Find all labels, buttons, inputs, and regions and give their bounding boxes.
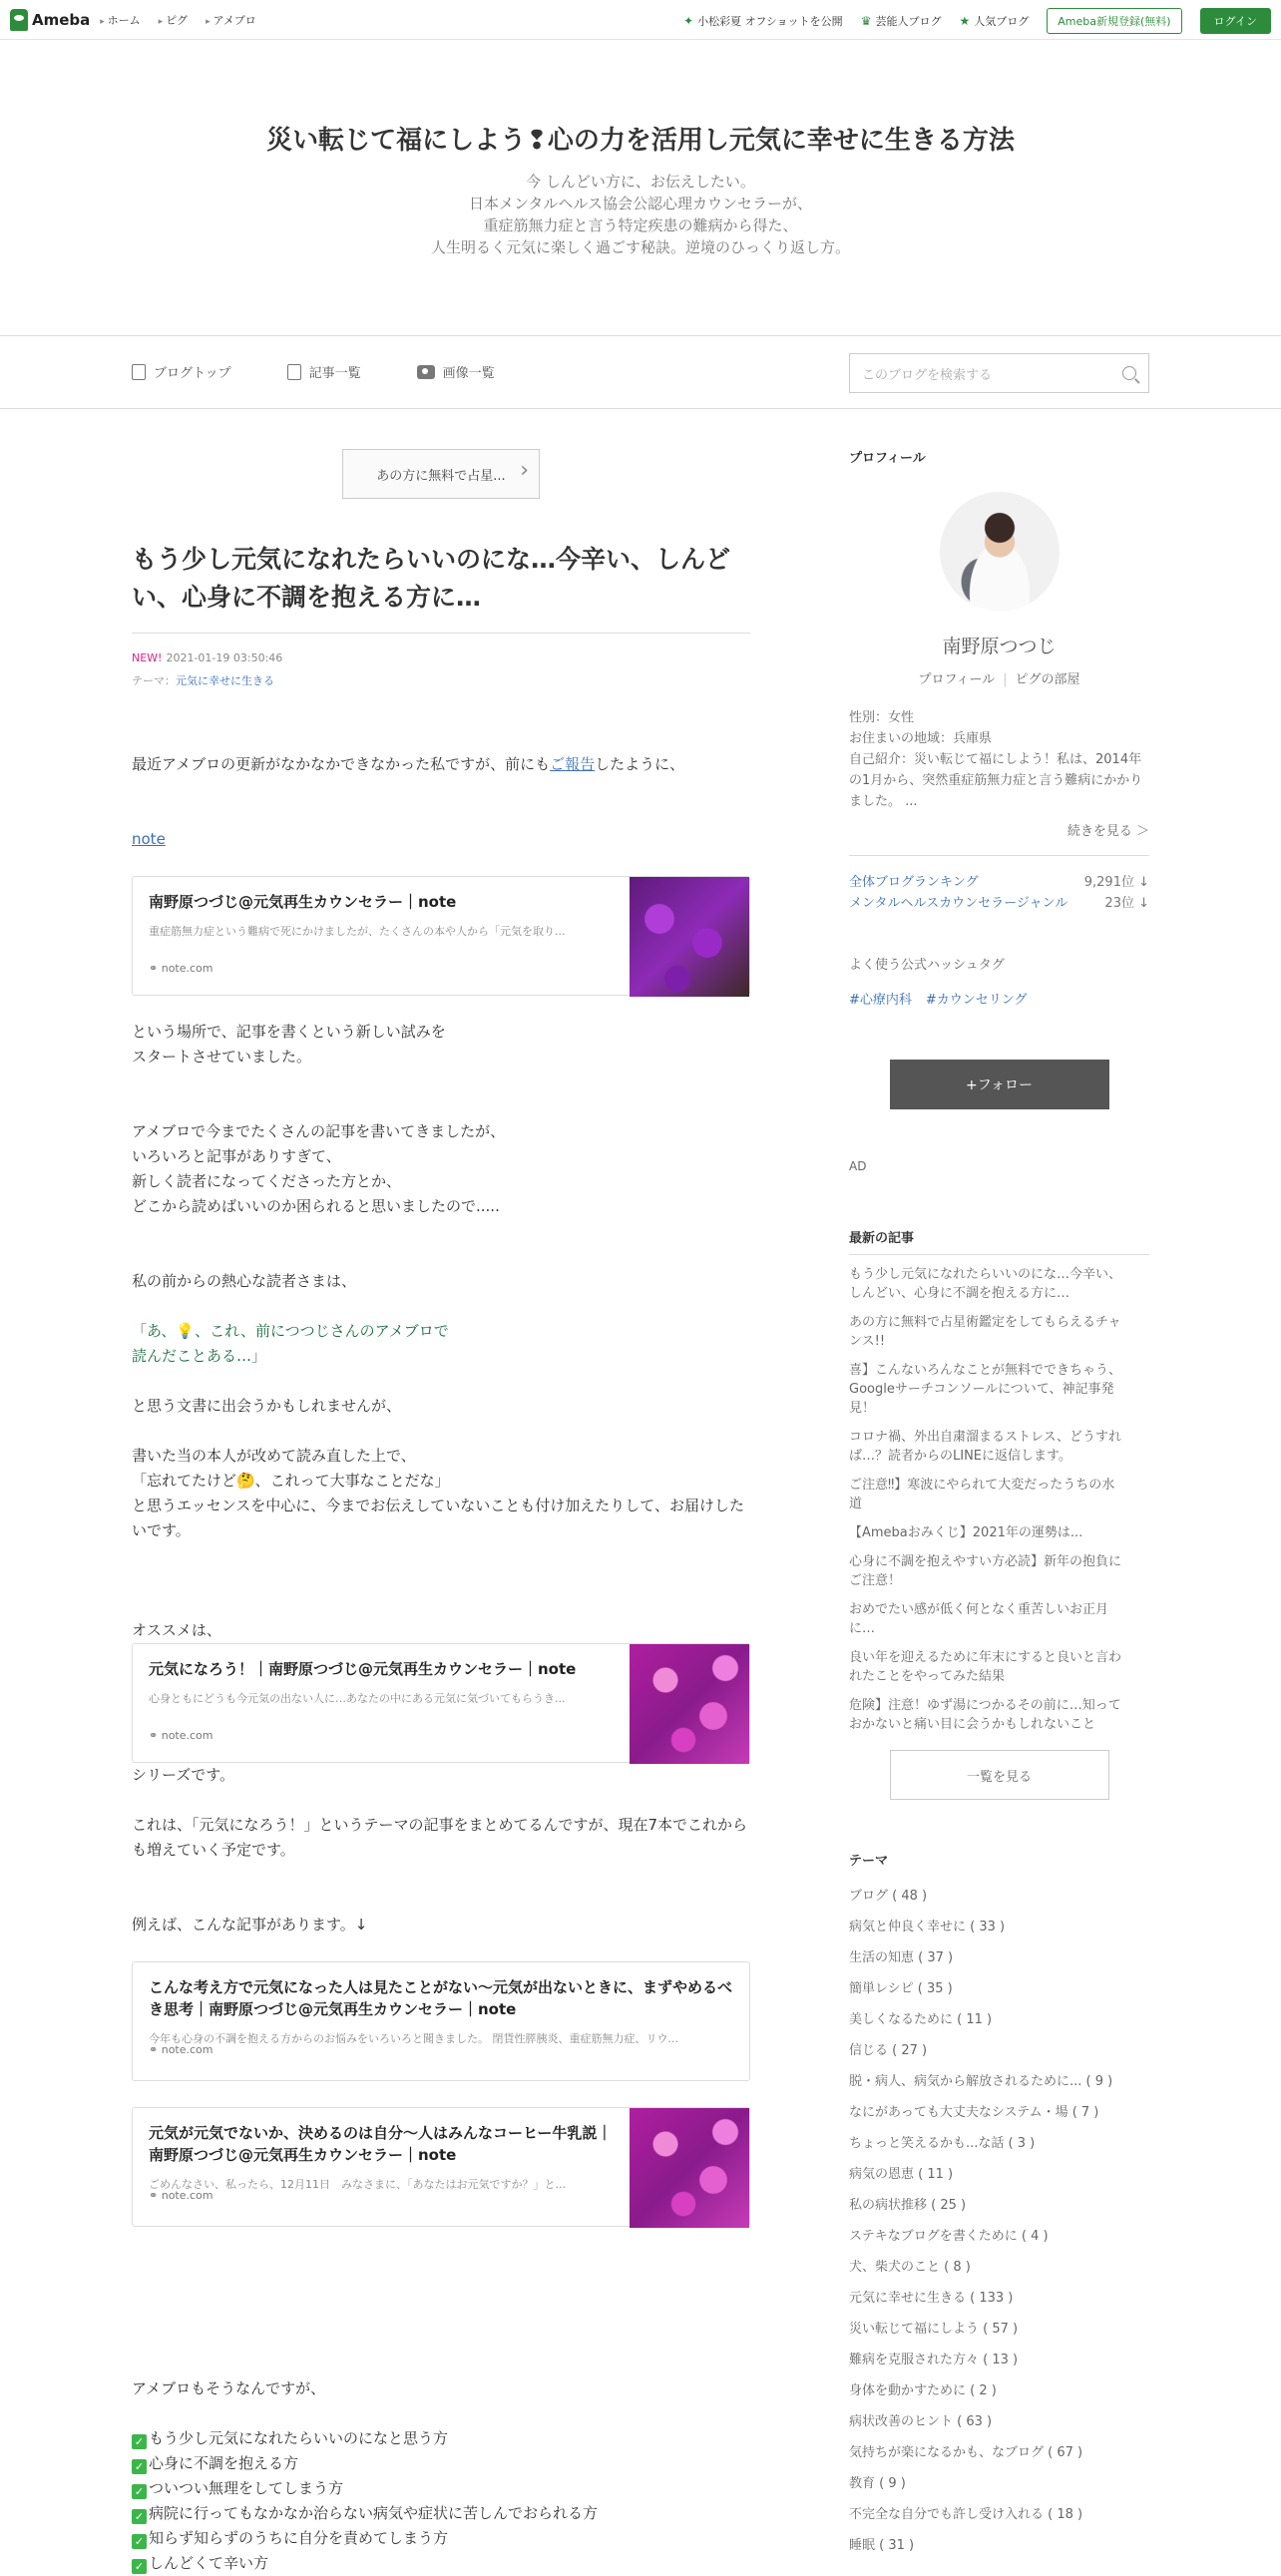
blog-title[interactable]: 災い転じて福にしよう❢心の力を活用し元気に幸せに生きる方法	[266, 126, 1015, 156]
theme-item[interactable]: 犬、柴犬のこと ( 8 )	[849, 2260, 971, 2275]
nav-pigg[interactable]: ▸ ピグ	[159, 12, 188, 28]
recent-item[interactable]: 良い年を迎えるために年末にすると良いと言わ れたことをやってみた結果	[849, 1650, 1122, 1684]
theme-item[interactable]: 身体を動かすために ( 2 )	[849, 2383, 997, 2398]
document-icon	[132, 364, 146, 380]
paragraph: という場所で、記事を書くという新しい試みを スタートさせていました。	[132, 1023, 446, 1066]
theme-heading: テーマ	[849, 1854, 889, 1869]
article	[132, 449, 750, 2576]
theme-item[interactable]: 災い転じて福にしよう ( 57 )	[849, 2322, 1019, 2337]
card-title: 南野原つづじ@元気再生カウンセラー｜note	[149, 893, 457, 911]
view-all-button[interactable]: 一覧を見る	[890, 1750, 1109, 1800]
hashtags	[849, 989, 1149, 1008]
recent-item[interactable]: もう少し元気になれたらいいのにな…今辛い、 しんどい、心身に不調を抱える方に…	[849, 1267, 1122, 1301]
search-icon[interactable]	[1122, 366, 1136, 380]
card-thumbnail	[630, 1644, 749, 1764]
copy-icon	[287, 364, 301, 380]
theme-item[interactable]: 教育 ( 9 )	[849, 2476, 906, 2491]
card-desc: 心身ともにどうも今元気の出ない人に…あなたの中にある元気に気づいてもらうき...	[149, 1692, 566, 1705]
theme-item[interactable]: 元気に幸せに生きる ( 133 )	[849, 2291, 1014, 2306]
card-source: ⚭ note.com	[149, 1723, 214, 1748]
ranking	[849, 872, 1149, 914]
check-icon: ✓	[132, 2484, 147, 2499]
paragraph: これは、「元気になろう！」というテーマの記事をまとめてるんですが、現在7本でこれからも増えていく予定です。	[132, 1816, 748, 1859]
checklist-item: ✓ しんどくて辛い方	[132, 2551, 750, 2576]
theme-item[interactable]: なにがあっても大丈夫なシステム・場 ( 7 )	[849, 2105, 1099, 2120]
card-thumbnail	[630, 877, 749, 997]
link-card[interactable]	[132, 1961, 750, 2081]
card-thumbnail	[630, 2108, 749, 2228]
profile-name[interactable]: 南野原つつじ	[942, 636, 1057, 657]
recent-item[interactable]: あの方に無料で占星術鑑定をしてもらえるチャ ンス!!	[849, 1315, 1121, 1349]
check-icon: ✓	[132, 2509, 147, 2524]
card-source: ⚭ note.com	[149, 2037, 214, 2062]
image-list-link[interactable]: 画像一覧	[417, 362, 495, 381]
article-title[interactable]: もう少し元気になれたらいいのにな…今辛い、しんどい、心身に不調を抱える方に…	[132, 541, 750, 634]
paragraph: 最近アメブロの更新がなかなかできなかった私ですが、前にもご報告したように、	[132, 755, 685, 773]
read-more-link[interactable]: 続きを見る ＞	[1067, 824, 1149, 839]
profile-links: プロフィール | ピグの部屋	[918, 672, 1080, 687]
article-meta	[132, 651, 750, 664]
recent-list	[849, 1265, 1149, 1734]
check-icon: ✓	[132, 2434, 147, 2449]
blog-search-input[interactable]: このブログを検索する	[849, 353, 1149, 393]
report-link[interactable]: ご報告	[550, 755, 596, 773]
global-header	[0, 0, 1281, 40]
avatar[interactable]	[940, 492, 1060, 612]
theme-item[interactable]: 気持ちが楽になるかも、なブログ ( 67 )	[849, 2445, 1083, 2460]
celeb-blog-link[interactable]: ♛ 芸能人ブログ	[860, 14, 942, 28]
pigg-room-link[interactable]: ピグの部屋	[1015, 672, 1080, 687]
hashtag[interactable]: #カウンセリング	[925, 993, 1028, 1008]
theme-item[interactable]: 信じる ( 27 )	[849, 2043, 928, 2058]
article-theme: テーマ：元気に幸せに生きる	[132, 674, 274, 687]
sidebar	[849, 447, 1149, 2561]
theme-item[interactable]: ステキなブログを書くために ( 4 )	[849, 2229, 1049, 2244]
article-date: 2021-01-19 03:50:46	[166, 651, 283, 664]
link-card[interactable]	[132, 1643, 750, 1763]
hashtags-heading: よく使う公式ハッシュタグ	[849, 958, 1005, 973]
theme-item[interactable]: 美しくなるために ( 11 )	[849, 2012, 993, 2027]
blog-top-link[interactable]: ブログトップ	[132, 362, 231, 381]
checklist	[132, 2426, 750, 2576]
ad-label: AD	[849, 1159, 867, 1173]
paragraph: 私の前からの熱心な読者さまは、	[132, 1272, 357, 1290]
recent-item[interactable]: ご注意‼】寒波にやられて大変だったうちの水 道	[849, 1478, 1115, 1511]
recent-item[interactable]: 心身に不調を抱えやすい方必読】新年の抱負に ご注意！	[849, 1554, 1122, 1588]
theme-list	[849, 1881, 1149, 2561]
global-nav	[100, 12, 256, 28]
checklist-item: ✓ もう少し元気になれたらいいのになと思う方	[132, 2426, 750, 2451]
link-card[interactable]	[132, 876, 750, 996]
article-body	[132, 752, 750, 2576]
recent-heading: 最新の記事	[849, 1227, 1149, 1255]
fortune-ad-button[interactable]: あの方に無料で占星... ›	[342, 449, 540, 499]
paragraph: アメブロもそうなんですが、	[132, 2379, 326, 2397]
checklist-item: ✓ 知らず知らずのうちに自分を責めてしまう方	[132, 2526, 750, 2551]
recent-item[interactable]: 【Amebaおみくじ】2021年の運勢は...	[849, 1525, 1083, 1540]
card-title: こんな考え方で元気になった人は見たことがない〜元気が出ないときに、まずやめるべき思考｜南野原つづじ@元気再生カウンセラー｜note	[149, 1978, 733, 2018]
check-icon: ✓	[132, 2534, 147, 2549]
checklist-item: ✓ ついつい無理をしてしまう方	[132, 2476, 750, 2501]
paragraph: シリーズです。	[132, 1766, 235, 1784]
blog-header	[0, 40, 1281, 335]
theme-item[interactable]: 簡単レシピ ( 35 )	[849, 1981, 953, 1996]
popular-blog-link[interactable]: ★ 人気ブログ	[959, 14, 1030, 28]
hashtag[interactable]: #心療内科	[849, 993, 912, 1008]
nav-home[interactable]: ▸ ホーム	[100, 12, 140, 28]
theme-item[interactable]: 病気と仲良く幸せに ( 33 )	[849, 1920, 1006, 1934]
ranking-row[interactable]: 全体ブログランキング 9,291位 ↓	[849, 875, 1149, 890]
entry-list-link[interactable]: 記事一覧	[287, 362, 361, 381]
theme-item[interactable]: 生活の知恵 ( 37 )	[849, 1950, 954, 1965]
ameba-logo-icon	[10, 9, 28, 31]
paragraph: アメブロで今までたくさんの記事を書いてきましたが、 いろいろと記事がありすぎて、 新しく読者になってくださった方とか、 どこから読めばいいのか困られると思いましたので.....	[132, 1122, 506, 1215]
global-right	[683, 8, 1271, 34]
card-desc: 重症筋無力症という難病で死にかけましたが、たくさんの本や人から「元気を取り...	[149, 925, 566, 938]
profile-link[interactable]: プロフィール	[918, 672, 996, 687]
ranking-row[interactable]: メンタルヘルスカウンセラージャンル 23位 ↓	[849, 896, 1149, 911]
offshot-link[interactable]: ✦ 小松彩夏 オフショットを公開	[683, 14, 843, 28]
theme-item[interactable]: 私の病状推移 ( 25 )	[849, 2198, 967, 2213]
paragraph: オススメは、	[132, 1621, 221, 1639]
recent-item[interactable]: コロナ禍、外出自粛溜まるストレス、どうすれ ば…？読者からのLINEに返信します。	[849, 1430, 1122, 1464]
new-badge: NEW!	[132, 651, 163, 664]
check-icon: ✓	[132, 2459, 147, 2474]
theme-item[interactable]: 睡眠 ( 31 )	[849, 2538, 915, 2553]
crown-icon: ♛	[860, 14, 872, 28]
card-desc: 今年も心身の不調を抱える方からのお悩みをいろいろと聞きました。 閉貨性膵胰炎、重症筋無力症、リウ...	[149, 2032, 678, 2045]
recent-item[interactable]: 危険】注意！ゆず湯につかるその前に…知って おかないと痛い目に会うかもしれないこと	[849, 1698, 1121, 1732]
theme-item[interactable]: 難病を克服された方々 ( 13 )	[849, 2353, 1019, 2367]
card-source: ⚭ note.com	[149, 2183, 214, 2208]
check-icon: ✓	[132, 2559, 147, 2574]
card-title: 元気になろう！｜南野原つづじ@元気再生カウンセラー｜note	[149, 1660, 577, 1678]
paragraph: 書いた当の本人が改めて読み直した上で、 「忘れてたけど🤔、これって大事なことだな」 と思うエッセンスを中心に、今までお伝えしていないことも付け加えたりして、お届けしたいです。	[132, 1447, 744, 1539]
card-desc: ごめんなさい、私ったら、12月11日 みなさまに、「あなたはお元気ですか？」と...	[149, 2178, 566, 2191]
checklist-item: ✓ 病院に行ってもなかなか治らない病気や症状に苦しんでおられる方	[132, 2501, 750, 2526]
star-icon: ★	[959, 14, 971, 28]
recent-item[interactable]: 喜】こんないろんなことが無料でできちゃう、 Googleサーチコンソールについて、神記事発 見！	[849, 1363, 1122, 1416]
theme-item[interactable]: 脱・病人、病気から解放されるために... ( 9 )	[849, 2074, 1113, 2089]
theme-link[interactable]: 元気に幸せに生きる	[176, 674, 274, 687]
profile-info: 性別：女性 お住まいの地域：兵庫県 自己紹介：災い転じて福にしよう！私は、2014年の1月から、突然重症筋無力症と言う難病にかかりました。 ...	[849, 710, 1143, 809]
blog-nav	[0, 335, 1281, 409]
nav-ameblo[interactable]: ▸ アメブロ	[206, 12, 256, 28]
theme-item[interactable]: ブログ ( 48 )	[849, 1889, 928, 1904]
checklist-item: ✓ 心身に不調を抱える方	[132, 2451, 750, 2476]
paragraph: と思う文書に出会うかもしれませんが、	[132, 1397, 402, 1415]
theme-item[interactable]: 病状改善のヒント ( 63 )	[849, 2414, 993, 2429]
camera-icon	[417, 365, 435, 379]
card-source: ⚭ note.com	[149, 956, 214, 981]
quote: 「あ、💡、これ、前につつじさんのアメブロで 読んだことある…」	[132, 1322, 449, 1365]
login-button[interactable]: ログイン	[1200, 8, 1271, 34]
note-link[interactable]: note	[132, 830, 166, 848]
theme-item[interactable]: 病気の恩恵 ( 11 )	[849, 2167, 954, 2182]
register-button[interactable]: Ameba新規登録(無料)	[1047, 8, 1181, 34]
profile-heading: プロフィール	[849, 451, 926, 466]
paragraph: 例えば、こんな記事があります。↓	[132, 1916, 368, 1933]
theme-item[interactable]: 不完全な自分でも許し受け入れる ( 18 )	[849, 2507, 1083, 2522]
blog-description: 今 しんどい方に、お伝えしたい。 日本メンタルヘルス協会公認心理カウンセラーが、 重症筋無力症と言う特定疾患の難病から得た、 人生明るく元気に楽しく過ごす秘訣。逆境のひっくり返し方。	[430, 173, 850, 256]
recent-item[interactable]: おめでたい感が低く何となく重苦しいお正月 に…	[849, 1602, 1109, 1636]
sparkle-icon: ✦	[683, 14, 694, 28]
link-card[interactable]	[132, 2107, 750, 2227]
card-title: 元気が元気でないか、決めるのは自分〜人はみんなコーヒー牛乳説｜南野原つづじ@元気再生カウンセラー｜note	[149, 2124, 613, 2164]
ameba-logo[interactable]: Ameba	[10, 9, 90, 31]
theme-item[interactable]: ちょっと笑えるかも...な話 ( 3 )	[849, 2136, 1036, 2151]
follow-button[interactable]: +フォロー	[890, 1060, 1109, 1109]
